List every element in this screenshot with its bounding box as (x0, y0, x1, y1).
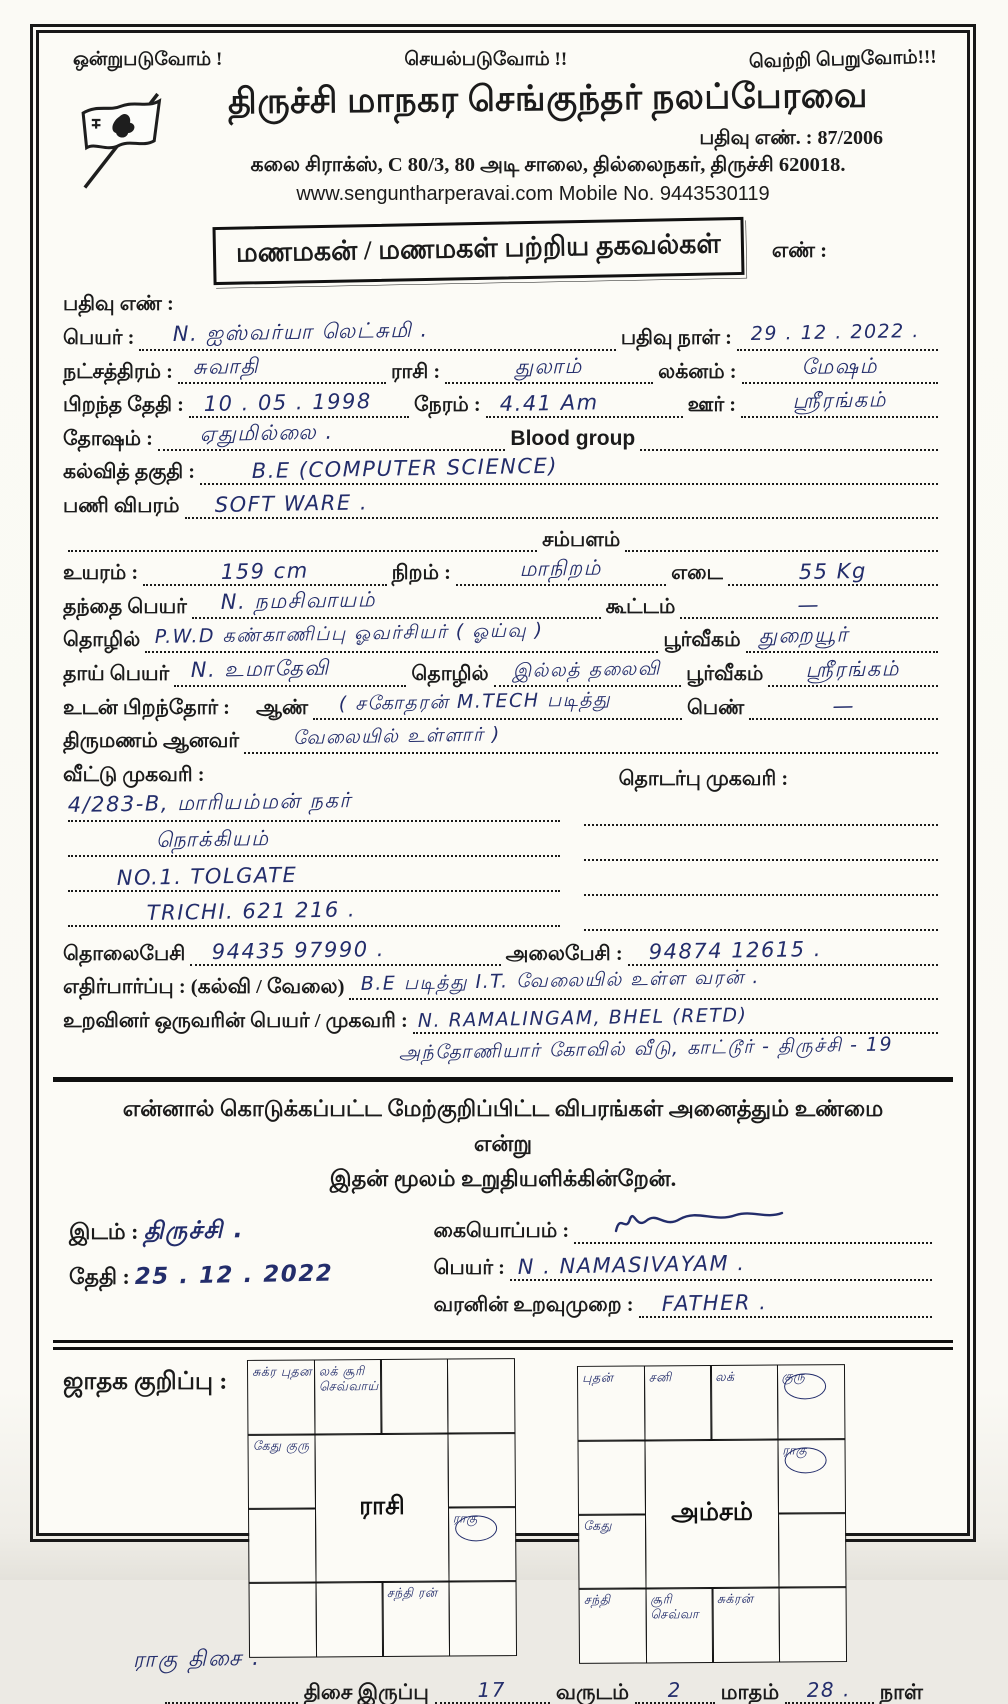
field-married: திருமணம் ஆனவர் வேலையில் உள்ளார் ) (63, 727, 943, 754)
value-rasi: துலாம் (514, 354, 584, 380)
value-mobile: 94874 12615 . (648, 937, 823, 965)
form-frame (36, 30, 970, 1704)
dasa-row: ராகு திசை . திசை இருப்பு 17 வருடம் 2 மாதம் 28 . நாள் (132, 1645, 923, 1704)
amsam-cell: புதன் (577, 1365, 646, 1441)
signature-right: கையொப்பம் : பெயர் : N . NAMASIVAYAM . வரனின் உறவுமுறை : FATHER . (434, 1217, 937, 1328)
header (63, 46, 943, 206)
declaration-line-2: இதன் மூலம் உறுதியளிக்கின்றேன். (329, 1165, 677, 1191)
value-salary (625, 525, 938, 552)
declaration (93, 1092, 913, 1197)
amsam-cell: சூரி செவ்வா (645, 1587, 714, 1663)
field-expectation: எதிர்பார்ப்பு : (கல்வி / வேலை) B.E படித்து I.T. வேலையில் உள்ள வரன் . (63, 973, 943, 1000)
jathagam-heading: ஜாதக குறிப்பு : (63, 1367, 228, 1395)
address-block (63, 760, 943, 939)
amsam-cell: சுக்ரன் (712, 1586, 781, 1662)
value-complexion: மாநிறம் (519, 555, 603, 581)
org-title: திருச்சி மாநகர செங்குந்தர் நலப்பேரவை (227, 75, 869, 122)
value-mother-native: ஸ்ரீரங்கம் (805, 655, 901, 682)
rasi-cell (448, 1580, 517, 1656)
field-dob-time-town: பிறந்த தேதி : 10 . 05 . 1998 நேரம் : 4.41 Am ஊர் : ஸ்ரீரங்கம் (63, 391, 943, 418)
value-relation: FATHER . (661, 1289, 768, 1316)
value-education: B.E (COMPUTER SCIENCE) (251, 453, 558, 483)
signature-left (69, 1214, 434, 1328)
field-relative-line2 (63, 1033, 943, 1067)
field-salary: சம்பளம் (63, 525, 943, 552)
value-name: N. ஐஸ்வர்யா லெட்சுமி . (172, 317, 429, 346)
field-education: கல்வித் தகுதி : B.E (COMPUTER SCIENCE) (63, 458, 943, 485)
amsam-cell: ராகு (777, 1438, 846, 1514)
field-star-rasi-lagnam: நட்சத்திரம் : சுவாதி ராசி : துலாம் லக்னம் : மேஷம் (63, 357, 943, 384)
form-no-label: எண் : (771, 237, 828, 262)
org-reg-no: பதிவு எண். : 87/2006 (699, 127, 883, 149)
value-father-job: P.W.D கண்காணிப்பு ஓவர்சியர் ( ஓய்வு ) (155, 619, 545, 648)
field-dosham-blood: தோஷம் : ஏதுமில்லை . Blood group (63, 424, 943, 451)
field-name: பெயர் : N. ஐஸ்வர்யா லெட்சுமி . பதிவு நாள் : 29 . 12 . 2022 . (63, 324, 943, 351)
value-mother-job: இல்லத் தலைவி (512, 656, 662, 682)
form-fields (63, 290, 943, 1067)
form-title-bar (213, 222, 943, 280)
value-dasa-note: ராகு திசை . (132, 1645, 262, 1673)
signature-block (69, 1214, 937, 1328)
org-contact: www.senguntharperavai.com Mobile No. 9443530119 (296, 183, 770, 205)
field-siblings: உடன் பிறந்தோர் : ஆண் ( சகோதரன் M.TECH படித்து பெண் — (63, 693, 943, 720)
value-place: திருச்சி . (143, 1214, 245, 1245)
value-relative-2: அந்தோணியார் கோவில் வீடு, காட்டூர் - திருச்சி - 19 (398, 1033, 893, 1065)
signature-scribble (610, 1203, 790, 1244)
value-siblings-male-cont: வேலையில் உள்ளார் ) (292, 723, 501, 749)
field-mother: தாய் பெயர் N. உமாதேவி தொழில் இல்லத் தலைவி பூர்வீகம் ஸ்ரீரங்கம் (63, 660, 943, 687)
slogan-center: செயல்படுவோம் !! (404, 49, 568, 70)
field-reg-no: பதிவு எண் : (63, 293, 174, 316)
value-dasa-months: 2 (667, 1677, 682, 1702)
field-phone: தொலைபேசி 94435 97990 . அலைபேசி : 94874 12615 . (63, 939, 943, 966)
slogan-right: வெற்றி பெறுவோம்!!! (749, 46, 938, 73)
field-relative: உறவினர் ஒருவரின் பெயர் / முகவரி : N. RAMALINGAM, BHEL (RETD) (63, 1007, 943, 1034)
value-father-native: துறையூர் (758, 622, 850, 648)
rasi-cell: ராகு (448, 1506, 517, 1582)
rasi-cell (447, 1432, 516, 1508)
amsam-cell (578, 1439, 647, 1515)
value-address-2: நொக்கியம் (156, 826, 271, 853)
value-job: SOFT WARE . (214, 489, 368, 517)
value-time: 4.41 Am (499, 390, 599, 416)
value-dob: 10 . 05 . 1998 (203, 388, 373, 416)
contact-address-column: தொடர்பு முகவரி : (565, 760, 943, 939)
org-address: கலை சிராக்ஸ், C 80/3, 80 அடி சாலை, தில்லைநகர், திருச்சி 620018. (250, 154, 846, 176)
value-siblings-female: — (831, 693, 855, 719)
jathagam-section (63, 1360, 943, 1662)
amsam-cell (778, 1512, 847, 1588)
amsam-cell: லக் (710, 1364, 779, 1440)
rasi-cell (315, 1581, 384, 1657)
value-dosham: ஏதுமில்லை . (199, 420, 334, 447)
place-label: இடம் : (69, 1218, 139, 1244)
value-lagnam: மேஷம் (800, 353, 879, 380)
value-address-1: 4/283-B, மாரியம்மன் நகர் (67, 788, 352, 818)
field-job: பணி விபரம் SOFT WARE . (63, 492, 943, 519)
value-mother-name: N. உமாதேவி (190, 655, 330, 682)
form-title: மணமகன் / மணமகள் பற்றிய தகவல்கள் (212, 217, 744, 285)
divider-thick (53, 1077, 953, 1082)
date-label: தேதி : (69, 1263, 130, 1289)
value-reg-date: 29 . 12 . 2022 . (750, 319, 921, 345)
rasi-cell: கேது குரு (248, 1433, 317, 1509)
value-address-3: NO.1. TOLGATE (116, 863, 298, 891)
value-town: ஸ்ரீரங்கம் (791, 387, 887, 413)
value-dasa-days: 28 . (806, 1676, 852, 1702)
value-siblings-male: ( சகோதரன் M.TECH படித்து (338, 688, 612, 716)
rasi-chart (248, 1359, 516, 1657)
field-height-complexion-weight: உயரம் : 159 cm நிறம் : மாநிறம் எடை 55 Kg (63, 559, 943, 586)
rasi-cell (248, 1507, 317, 1583)
divider-double (53, 1340, 953, 1350)
declaration-line-1: என்னால் கொடுக்கப்பட்ட மேற்குறிப்பிட்ட விபரங்கள் அனைத்தும் உண்மை என்று (122, 1096, 884, 1156)
field-father-job-native: தொழில் P.W.D கண்காணிப்பு ஓவர்சியர் ( ஓய்வு ) பூர்வீகம் துறையூர் (63, 626, 943, 653)
rasi-cell: சந்தி ரன் (382, 1580, 451, 1656)
amsam-chart-label: அம்சம் (644, 1438, 780, 1589)
value-dasa-years: 17 (477, 1677, 507, 1702)
flag-logo-icon (71, 85, 175, 212)
value-sign-name: N . NAMASIVAYAM . (518, 1250, 747, 1279)
amsam-cell: குரு (777, 1364, 846, 1440)
amsam-cell (778, 1586, 847, 1662)
value-kootam: — (797, 592, 821, 618)
amsam-cell: சனி (644, 1365, 713, 1441)
value-weight: 55 Kg (798, 558, 867, 584)
horoscope-charts (249, 1360, 845, 1662)
rasi-chart-label: ராசி (314, 1432, 450, 1583)
value-date: 25 . 12 . 2022 (134, 1260, 334, 1290)
value-expectation: B.E படித்து I.T. வேலையில் உள்ள வரன் . (360, 965, 761, 995)
field-father-kootam: தந்தை பெயர் N. நமசிவாயம் கூட்டம் — (63, 592, 943, 619)
rasi-cell: லக் சூரி செவ்வாய் (314, 1359, 383, 1435)
slogan-left: ஒன்றுபடுவோம் ! (73, 49, 223, 70)
home-address-column: வீட்டு முகவரி : 4/283-B, மாரியம்மன் நகர் நொக்கியம் NO.1. TOLGATE TRICHI. 621 216 . (63, 760, 565, 939)
rasi-cell (447, 1358, 516, 1434)
value-height: 159 cm (220, 558, 309, 584)
value-blood-group (640, 424, 938, 451)
value-phone: 94435 97990 . (211, 937, 386, 965)
value-father-name: N. நமசிவாயம் (220, 587, 376, 615)
value-star: சுவாதி (192, 354, 259, 380)
rasi-cell (380, 1358, 449, 1434)
value-relative: N. RAMALINGAM, BHEL (RETD) (417, 1003, 748, 1032)
rasi-cell: சுக்ர புதன (247, 1359, 316, 1435)
amsam-cell: கேது (578, 1513, 647, 1589)
amsam-chart (578, 1365, 846, 1663)
amsam-cell: சந்தி (579, 1587, 648, 1663)
value-address-4: TRICHI. 621 216 . (146, 897, 356, 926)
